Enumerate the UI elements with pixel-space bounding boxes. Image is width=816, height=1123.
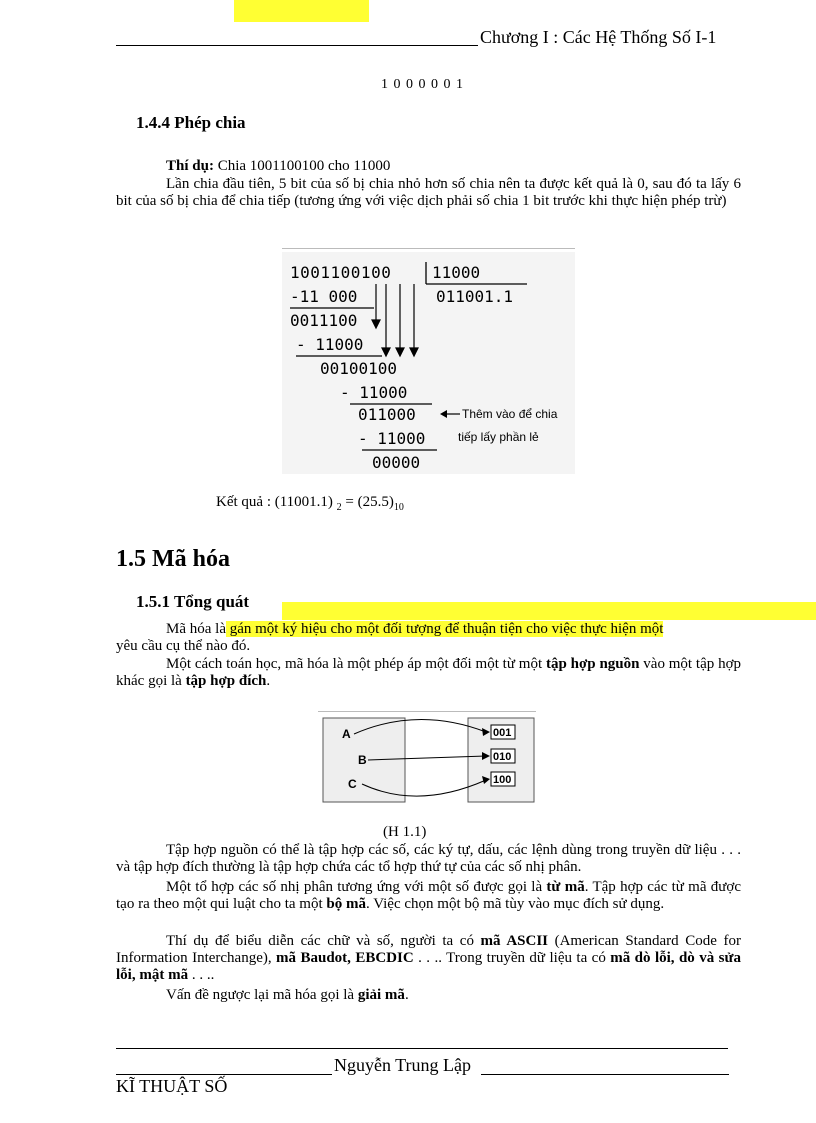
codeword-paragraph bbox=[116, 879, 741, 913]
example-text: Chia 1001100100 cho 11000 bbox=[213, 158, 391, 174]
term-ascii: mã ASCII bbox=[480, 933, 548, 949]
section-heading-1-5-1: 1.5.1 Tổng quát bbox=[136, 592, 250, 611]
math-paragraph bbox=[116, 656, 741, 690]
highlight-mark bbox=[234, 0, 369, 22]
term-baudot: mã Baudot, EBCDIC bbox=[276, 950, 414, 966]
dividend: 1001100100 bbox=[290, 263, 392, 282]
section-heading-1-5: 1.5 Mã hóa bbox=[116, 546, 230, 572]
top-number: 1 0 0 0 0 0 1 bbox=[381, 77, 464, 92]
source-b: B bbox=[358, 753, 367, 767]
p6-c: . bbox=[404, 987, 409, 1003]
division-figure-top-rule bbox=[282, 248, 575, 249]
term-code: bộ mã bbox=[326, 896, 366, 912]
header-title: Chương I : Các Hệ Thống Số I-1 bbox=[480, 27, 717, 47]
encoding-def-paragraph bbox=[116, 621, 741, 638]
mapping-figure bbox=[318, 714, 536, 808]
code-001: 001 bbox=[493, 727, 512, 739]
source-a: A bbox=[342, 727, 351, 741]
footer-rule-right bbox=[481, 1074, 729, 1075]
result-sub-2: 10 bbox=[393, 502, 404, 513]
note-line-1: Thêm vào để chia bbox=[462, 407, 558, 421]
result-sub-1: 2 bbox=[336, 502, 342, 513]
division-row-7: - 11000 bbox=[358, 429, 426, 448]
division-figure bbox=[282, 252, 575, 474]
division-row-4: 00100100 bbox=[320, 359, 398, 378]
mapping-figure-top-rule bbox=[318, 711, 536, 712]
division-row-2: 0011100 bbox=[290, 311, 358, 330]
p4-a: Một tổ hợp các số nhị phân tương ứng với một số được gọi là bbox=[166, 879, 547, 895]
division-row-6: 011000 bbox=[358, 405, 416, 424]
ascii-paragraph bbox=[116, 933, 741, 984]
highlight-band bbox=[282, 602, 816, 620]
p4-c: . Tập hợp các từ mã được tạo ra theo một qui luật cho ta một bbox=[116, 879, 741, 912]
p5-e: . . .. Trong truyền dữ liệu ta có bbox=[413, 950, 611, 966]
header-rule bbox=[116, 45, 478, 46]
section-heading-1-4-4: 1.4.4 Phép chia bbox=[136, 113, 246, 132]
p1-start: Mã hóa là bbox=[166, 621, 226, 637]
result-mid: = (25.5) bbox=[341, 494, 394, 510]
code-010: 010 bbox=[493, 751, 512, 763]
p2-e: . bbox=[266, 673, 271, 689]
source-c: C bbox=[348, 777, 357, 791]
result-line bbox=[216, 494, 404, 513]
p5-g: . . .. bbox=[188, 967, 215, 983]
example-label: Thí dụ: bbox=[166, 158, 214, 174]
figure-caption: (H 1.1) bbox=[383, 824, 427, 840]
source-set-paragraph: Tập hợp nguồn có thể là tập hợp các số, các ký tự, dấu, các lệnh dùng trong truyền dữ liệu . . . và tập hợp đích thường là tập hợp chứa các tổ hợp thứ tự của các số nhị phân. bbox=[116, 842, 741, 875]
example-line bbox=[166, 158, 746, 175]
p5-c: (American Standard Code for Information Interchange), bbox=[116, 933, 741, 966]
p4-e: . Việc chọn một bộ mã tùy vào mục đích sử dụng. bbox=[365, 896, 665, 912]
p1-highlight: gán một ký hiệu cho một đối tượng để thuận tiện cho việc thực hiện một bbox=[225, 621, 664, 637]
p2-c: vào một tập hợp khác gọi là bbox=[116, 656, 742, 689]
footer-rule-left bbox=[116, 1074, 332, 1075]
divisor: 11000 bbox=[432, 263, 481, 282]
division-row-1: -11 000 bbox=[290, 287, 358, 306]
division-row-8: 00000 bbox=[372, 453, 421, 472]
division-row-3: - 11000 bbox=[296, 335, 364, 354]
footer-rule-top bbox=[116, 1048, 728, 1049]
p6-a: Vấn đề ngược lại mã hóa gọi là bbox=[166, 987, 358, 1003]
p1-end: yêu cầu cụ thể nào đó. bbox=[116, 638, 251, 654]
p2-a: Một cách toán học, mã hóa là một phép áp một đối một từ một bbox=[166, 656, 546, 672]
note-line-2: tiếp lấy phần lẻ bbox=[458, 430, 539, 444]
term-codeword: từ mã bbox=[546, 879, 585, 895]
term-error-codes: mã dò lỗi, dò và sửa lỗi, mật mã bbox=[116, 950, 741, 983]
term-source-set: tập hợp nguồn bbox=[545, 656, 640, 672]
term-target-set: tập hợp đích bbox=[185, 673, 267, 689]
quotient: 011001.1 bbox=[436, 287, 514, 306]
p5-a: Thí dụ để biểu diễn các chữ và số, người ta có bbox=[166, 933, 481, 949]
footer-author: Nguyễn Trung Lập bbox=[334, 1055, 472, 1075]
division-paragraph: Lần chia đầu tiên, 5 bit của số bị chia nhỏ hơn số chia nên ta được kết quả là 0, sau đó ta lấy 6 bit của số bị chia để chia tiếp (tương ứng với việc dịch phải số chia 1 bit trước khi thực hiện phép trừ) bbox=[116, 176, 741, 209]
division-row-5: - 11000 bbox=[340, 383, 408, 402]
decoding-paragraph bbox=[116, 987, 741, 1004]
footer-subject: KĨ THUẬT SỐ bbox=[116, 1076, 228, 1096]
result-prefix: Kết quả : (11001.1) bbox=[216, 494, 337, 510]
code-100: 100 bbox=[493, 774, 512, 786]
term-decoding: giải mã bbox=[357, 987, 405, 1003]
